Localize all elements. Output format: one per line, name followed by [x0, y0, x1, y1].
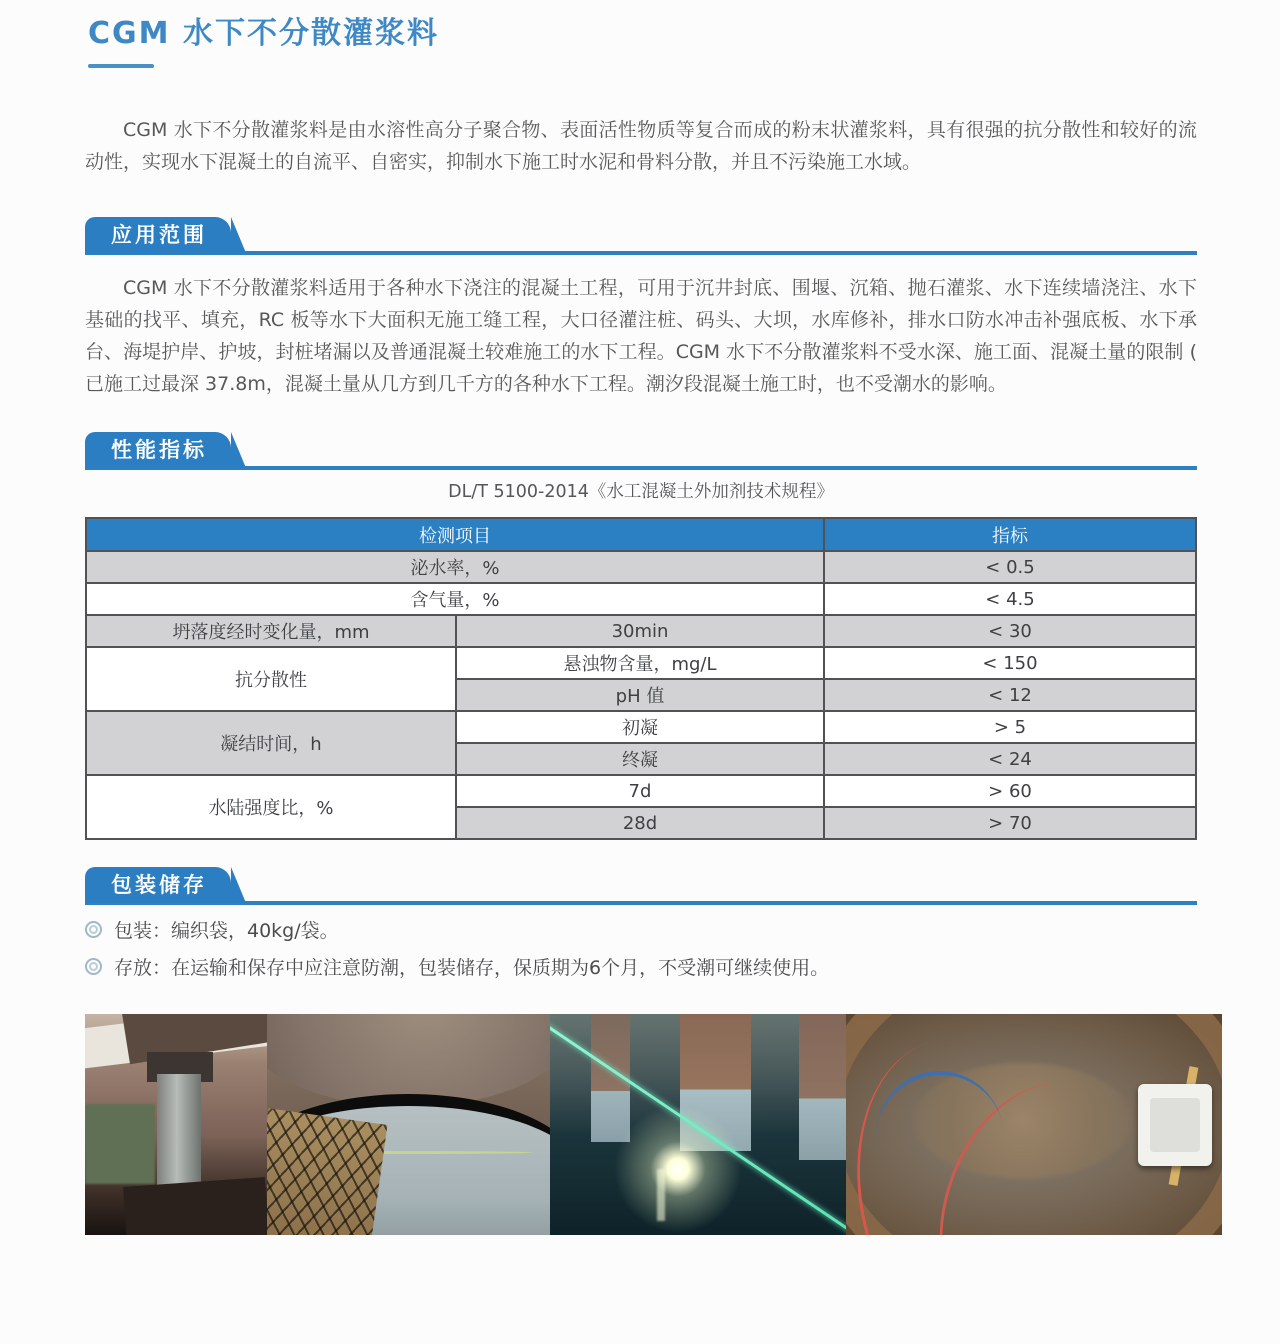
row-label: 水陆强度比，% — [86, 775, 456, 839]
row-value: < 30 — [824, 615, 1196, 647]
row-value: > 60 — [824, 775, 1196, 807]
row-value: < 150 — [824, 647, 1196, 679]
packaging-bullet — [85, 916, 1197, 943]
section-rule — [85, 466, 1197, 470]
intro-paragraph: CGM 水下不分散灌浆料是由水溶性高分子聚合物、表面活性物质等复合而成的粉末状灌浆料，具有很强的抗分散性和较好的流动性，实现水下混凝土的自流平、自密实，抑制水下施工时水泥和骨料分散，并且不污染施工水域。 — [85, 119, 1197, 173]
section-tab-application: 应用范围 — [85, 217, 231, 253]
table-row — [86, 775, 1196, 807]
row-sub-label: pH 值 — [456, 679, 824, 711]
row-value: < 12 — [824, 679, 1196, 711]
column-header-value: 指标 — [824, 518, 1196, 551]
performance-table — [85, 517, 1197, 840]
photo-detail — [267, 1014, 550, 1107]
row-sub-label: 30min — [456, 615, 824, 647]
title-underline — [88, 64, 154, 68]
row-value: > 70 — [824, 807, 1196, 839]
table-header-row — [86, 518, 1196, 551]
photo-detail — [657, 1169, 665, 1221]
section-header-packaging — [85, 865, 1197, 905]
bullet-text: 存放：在运输和保存中应注意防潮，包装储存，保质期为6个月，不受潮可继续使用。 — [114, 957, 830, 979]
column-header-item: 检测项目 — [86, 518, 824, 551]
table-row — [86, 583, 1196, 615]
photo-detail — [123, 1177, 267, 1235]
standard-reference: DL/T 5100-2014《水工混凝土外加剂技术规程》 — [448, 482, 834, 502]
row-sub-label: 悬浊物含量，mg/L — [456, 647, 824, 679]
photo-detail — [267, 1108, 387, 1235]
section-header-application — [85, 215, 1197, 255]
row-label: 泌水率，% — [86, 551, 824, 583]
photo-pier-sleeve-closeup — [267, 1014, 550, 1235]
section-rule — [85, 251, 1197, 255]
photo-underwater-piers-night — [550, 1014, 846, 1235]
row-sub-label: 初凝 — [456, 711, 824, 743]
photo-caisson-mud-pit — [846, 1014, 1222, 1235]
row-sub-label: 28d — [456, 807, 824, 839]
row-value: < 4.5 — [824, 583, 1196, 615]
bullseye-icon — [85, 921, 102, 938]
table-row — [86, 647, 1196, 679]
row-label: 抗分散性 — [86, 647, 456, 711]
row-sub-label: 7d — [456, 775, 824, 807]
photo-detail — [799, 1014, 846, 1160]
photo-bridge-pier-repair — [85, 1014, 267, 1235]
table-row — [86, 615, 1196, 647]
section-rule — [85, 901, 1197, 905]
section-header-performance — [85, 430, 1197, 470]
bullet-text: 包装：编织袋，40kg/袋。 — [114, 920, 339, 942]
application-paragraph: CGM 水下不分散灌浆料适用于各种水下浇注的混凝土工程，可用于沉井封底、围堰、沉箱、抛石灌浆、水下连续墙浇注、水下基础的找平、填充，RC 板等水下大面积无施工缝工程，大口径灌注桩、码头、大坝，水库修补，排水口防水冲击补强底板、水下承台、海堤护岸、护坡，封桩堵漏以及普通混凝土较难施工的水下工程。CGM 水下不分散灌浆料不受水深、施工面、混凝土量的限制 ( 已施工过最深 37.8m，混凝土量从几方到几千方的各种水下工程。潮汐段混凝土施工时，也不受潮水的影响。 — [85, 277, 1197, 395]
row-label: 凝结时间，h — [86, 711, 456, 775]
row-value: > 5 — [824, 711, 1196, 743]
row-sub-label: 终凝 — [456, 743, 824, 775]
row-label: 含气量，% — [86, 583, 824, 615]
section-tab-packaging: 包装储存 — [85, 867, 231, 903]
bullseye-icon — [85, 958, 102, 975]
table-row — [86, 551, 1196, 583]
storage-bullet — [85, 953, 1197, 980]
page-title: CGM 水下不分散灌浆料 — [88, 16, 439, 51]
row-value: < 0.5 — [824, 551, 1196, 583]
row-value: < 24 — [824, 743, 1196, 775]
row-label: 坍落度经时变化量，mm — [86, 615, 456, 647]
photo-detail — [85, 1104, 155, 1184]
photo-detail — [1150, 1098, 1200, 1152]
section-tab-performance: 性能指标 — [85, 432, 231, 468]
table-row — [86, 711, 1196, 743]
